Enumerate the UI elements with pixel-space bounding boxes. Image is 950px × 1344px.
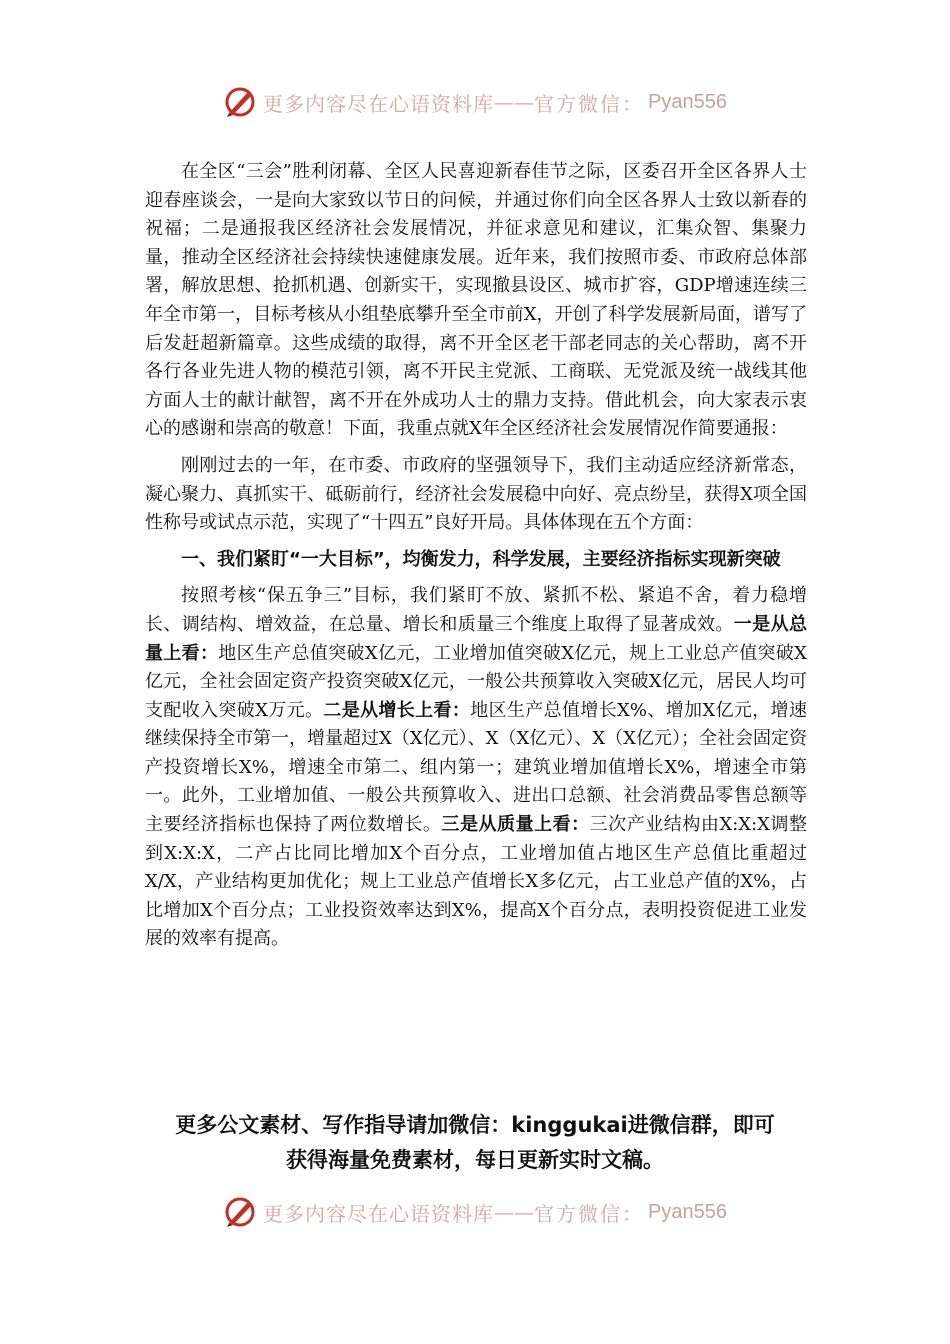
banner-wechat-label: 官方微信： — [534, 1201, 645, 1226]
indicators-intro: 按照考核“保五争三”目标，我们紧盯不放、紧抓不松、紧追不舍，着力稳增长、调结构、增效益，在总量、增长和质量三个维度上取得了显著成效。 — [145, 585, 807, 635]
section-heading-1: 一、我们紧盯“一大目标”，均衡发力，科学发展，主要经济指标实现新突破 — [181, 548, 781, 570]
paragraph-summary: 刚刚过去的一年，在市委、市政府的坚强领导下，我们主动适应经济新常态，凝心聚力、真抓实干、砥砺前行，经济社会发展稳中向好、亮点纷呈，获得X项全国性称号或试点示范，实现了“十四五”良好开局。具体体现在五个方面： — [145, 454, 807, 534]
paragraph-indicators — [145, 582, 807, 954]
banner-text: 更多内容尽在心语资料库 — [263, 1201, 495, 1226]
banner-text: 更多内容尽在心语资料库 — [263, 91, 495, 116]
indicators-text-2: 地区生产总值增长X%、增加X亿元，增速继续保持全市第一，增量超过X（X亿元）、X（X亿元）、X（X亿元）；全社会固定资产投资增长X%，增速全市第二、组内第一；建筑业增加值增长X%，增速全市第一。此外，工业增加值、一般公共预算收入、进出口总额、社会消费品零售总额等主要经济指标也保持了两位数增长。 — [145, 699, 807, 836]
pen-logo-icon — [223, 1195, 257, 1229]
document-body — [145, 158, 807, 962]
header-banner — [0, 82, 950, 122]
pen-logo-icon — [223, 85, 257, 119]
promo-line-2: 获得海量免费素材，每日更新实时文稿。 — [286, 1148, 664, 1172]
banner-wechat-id: Pyan556 — [648, 1200, 727, 1223]
indicators-bold-1: 一是从总量上看： — [145, 613, 807, 664]
promo-line-1: 更多公文素材、写作指导请加微信：kinggukai进微信群，即可 — [175, 1113, 775, 1137]
promo-notice — [100, 1108, 850, 1178]
banner-wechat-label: 官方微信： — [534, 91, 645, 116]
banner-separator: —— — [494, 90, 535, 114]
footer-banner — [0, 1192, 950, 1232]
paragraph-intro: 在全区“三会”胜利闭幕、全区人民喜迎新春佳节之际，区委召开全区各界人士迎春座谈会，一是向大家致以节日的问候，并通过你们向全区各界人士致以新春的祝福；二是通报我区经济社会发展情况，并征求意见和建议，汇集众智、集聚力量，推动全区经济社会持续快速健康发展。近年来，我们按照市委、市政府总体部署，解放思想、抢抓机遇、创新实干，实现撤县设区、城市扩容，GDP增速连续三年全市第一，目标考核从小组垫底攀升至全市前X，开创了科学发展新局面，谱写了后发赶超新篇章。这些成绩的取得，离不开全区老干部老同志的关心帮助，离不开各行各业先进人物的模范引领，离不开民主党派、工商联、无党派及统一战线其他方面人士的献计献智，离不开在外成功人士的鼎力支持。借此机会，向大家表示衷心的感谢和崇高的敬意！下面，我重点就X年全区经济社会发展情况作简要通报： — [145, 161, 807, 440]
banner-wechat-id: Pyan556 — [648, 90, 727, 113]
indicators-text-3: 三次产业结构由X:X:X调整到X:X:X，二产占比同比增加X个百分点，工业增加值占地区生产总值比重超过X/X，产业结构更加优化；规上工业总产值增长X多亿元，占工业总产值的X%，占比增加X个百分点；工业投资效率达到X%，提高X个百分点，表明投资促进工业发展的效率有提高。 — [145, 814, 808, 950]
indicators-text-1: 地区生产总值突破X亿元，工业增加值突破X亿元，规上工业总产值突破X亿元，全社会固定资产投资突破X亿元，一般公共预算收入突破X亿元，居民人均可支配收入突破X万元。 — [145, 642, 808, 721]
indicators-bold-2: 二是从增长上看： — [323, 699, 471, 721]
banner-separator: —— — [494, 1200, 535, 1224]
indicators-bold-3: 三是从质量上看： — [441, 814, 590, 836]
